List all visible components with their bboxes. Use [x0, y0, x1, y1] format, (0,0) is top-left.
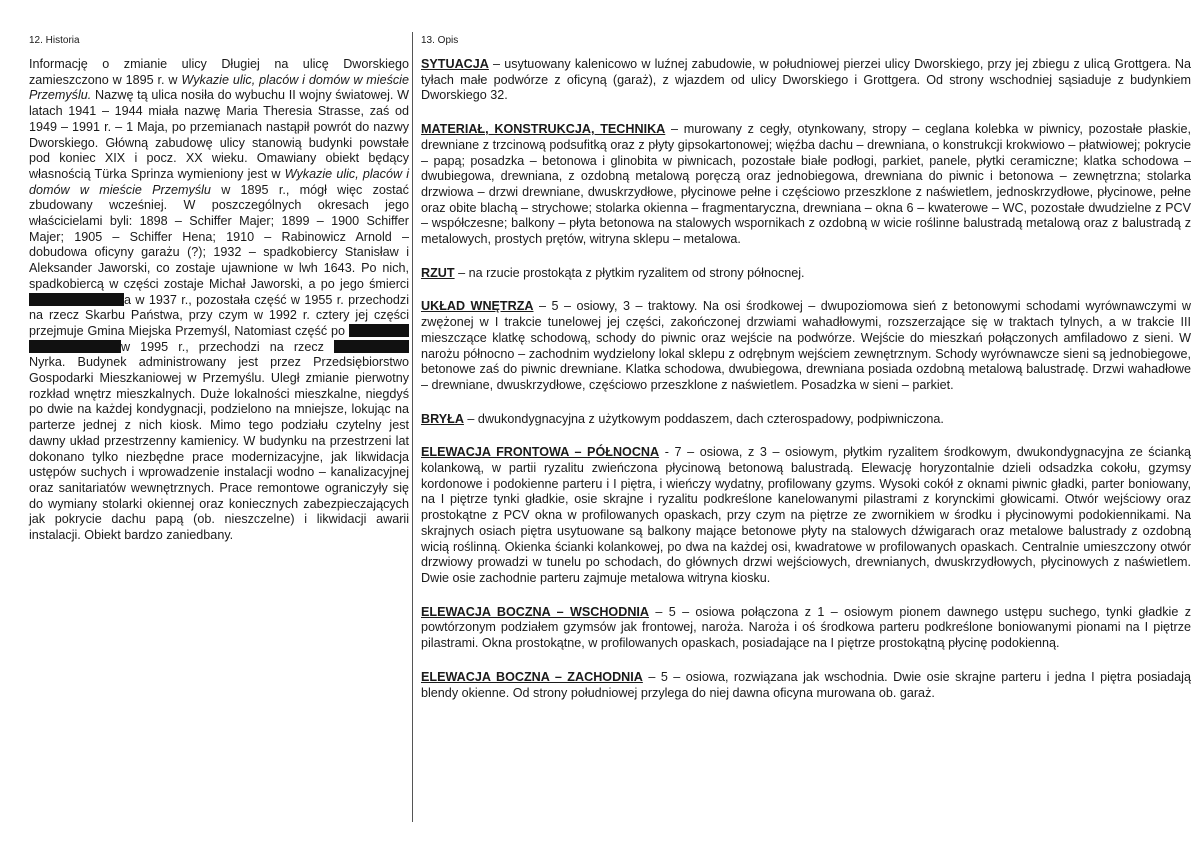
- section-text: – 5 – osiowy, 3 – traktowy. Na osi środkowej – dwupoziomowa sień z betonowymi schodami wyrównawczymi w zwężonej w I trakcie tunelowej jej części, zakończonej drzwiami wahadłowymi, rozszerzające się w traktach tylnych, a w trakcie III mieszczące klatkę schodową, schody do piwnic oraz wejście na podwórze. Wejście do mieszkań połączonych amfiladowo z sieni. W narożu północno – zachodnim wydzielony lokal sklepu z odrębnym wejściem zewnętrznym. Schody wyrównawcze sieni są jednobiegowe, betonowe zaś do piwnic drewniane. Klatka schodowa, dwubiegowa, drewniana posiada ozdobną metalową balustradę. Drzwi wahadłowe – drewniane, dwuskrzydłowe, częściowo przeszklone z naświetlem. Posadzka w sieni – parkiet.: [421, 299, 1191, 392]
- section-title: ELEWACJA FRONTOWA – PÓŁNOCNA: [421, 445, 660, 460]
- section-text: - 7 – osiowa, z 3 – osiowym, płytkim ryzalitem środkowym, dwukondygnacyjna ze ścianką kolankową, w partii ryzalitu zwieńczona płycinową betonową balustradą. Elewację horyzontalnie dzieli odsadzka cokołu, gzymsy kordonowe i podokienne parteru i I piętra, i wieńczy wydatny, profilowany gzyms. Wysoki cokół z oknami piwnic gładki, parter boniowany, na I piętrze tynki gładkie, osie skrajne i ryzalitu podkreślone kanelowanymi pilastrami z korynckimi głowicami. Otwór wejściowy oraz prostokątne z PCV okna w profilowanych opaskach, przy czym na piętrze ze zwornikiem w środku i płycinowymi podokiennikami. Na skrajnych osiach piętra usytuowane są balkony mające betonowe płyty na stalowych dźwigarach oraz metalowe balustrady z ozdobną wicią roślinną. Okienka ścianki kolankowej, po dwa na każdej osi, kwadratowe w profilowanych opaskach. Centralnie umieszczony otwór drzwiowy prowadzi w tunelu po schodach, do głównych drzwi wejściowych, drewnianych, dwuskrzydłowych, płycinowych z naświetlem. Dwie osie zachodnie parteru zajmuje metalowa witryna kiosku.: [421, 445, 1192, 585]
- history-header: 12. Historia: [29, 35, 80, 46]
- section-text: – murowany z cegły, otynkowany, stropy – ceglana kolebka w piwnicy, pozostałe płaskie, drewniane z trzcinową podsufitką oraz z płyty gipsokartonowej; więźba dachu – drewniana, o konstrukcji krokwiowo – płatwiowej; pokrycie – papą; posadzka – betonowa i glinobita w piwnicach, pozostałe białe podłogi, parkiet, panele, płytki ceramiczne; klatka schodowa – dwubiegowa, drewniana, z ozdobną metalową poręczą oraz jednobiegowa, drewniana do piwnic i betonowa – zewnętrzna; stolarka drzwiowa – drzwi drewniane, dwuskrzydłowe, płycinowe pełne i częściowo przeszklone z naświetlem, jednoskrzydłowe, płycinowe, pełne oraz obite blachą – strychowe; stolarka okienna – fragmentaryczna, drewniana – okna 6 – kwaterowe – WC, pozostałe dwudzielne z PCV – współczesne; balkony – płyta betonowa na stalowych wspornikach z ozdobną w wicie roślinne balustradą metalową oraz z balustradą z metalowych, prostych prętów, witryna sklepu – metalowa.: [421, 122, 1192, 247]
- section-title: RZUT: [421, 265, 455, 280]
- redaction-bar: [349, 324, 409, 337]
- section-west-elevation: [421, 670, 1191, 701]
- section-text: – usytuowany kalenicowo w luźnej zabudowie, w południowej pierzei ulicy Dworskiego, przy jej zbiegu z ulicą Grottgera. Na tyłach małe podwórze z oficyną (garaż), z wjazdem od ulicy Dworskiego i Grottgera. Od strony wschodniej sąsiaduje z budynkiem Dworskiego 32.: [421, 57, 1191, 103]
- history-column: [29, 34, 409, 544]
- redaction-bar: [29, 293, 124, 306]
- section-plan: [421, 266, 1191, 282]
- section-interior: [421, 299, 1191, 393]
- section-title: ELEWACJA BOCZNA – ZACHODNIA: [421, 669, 643, 684]
- section-title: ELEWACJA BOCZNA – WSCHODNIA: [421, 604, 650, 619]
- section-text: – 5 – osiowa, rozwiązana jak wschodnia. Dwie osie skrajne parteru i jedna I piętra posiadają blendy okienne. Od strony południowej przylega do niej dawna oficyna murowana ob. garaż.: [421, 669, 1191, 700]
- section-title: UKŁAD WNĘTRZA: [421, 299, 534, 314]
- section-massing: [421, 412, 1191, 428]
- column-divider: [412, 32, 413, 822]
- section-east-elevation: [421, 605, 1191, 652]
- section-text: – na rzucie prostokąta z płytkim ryzalitem od strony północnej.: [454, 265, 805, 280]
- redaction-bar: [29, 340, 121, 353]
- section-situation: [421, 57, 1191, 104]
- section-material: [421, 122, 1191, 248]
- section-text: – dwukondygnacyjna z użytkowym poddaszem, dach czterospadowy, podpiwniczona.: [463, 411, 944, 426]
- description-header: 13. Opis: [421, 35, 459, 46]
- section-title: BRYŁA: [421, 411, 464, 426]
- section-title: MATERIAŁ, KONSTRUKCJA, TECHNIKA: [421, 122, 666, 137]
- section-title: SYTUACJA: [421, 57, 489, 71]
- history-text: Informację o zmianie ulicy Długiej na ulicę Dworskiego zamieszczono w 1895 r. w Wykazie ulic, placów i domów w mieście Przemyślu. Nazwę tą ulica nosiła do wybuchu II wojny światowej. W latach 1941 – 1944 miała nazwę Maria Theresia Strasse, zaś od 1949 – 1991 r. – 1 Maja, po przemianach nastąpił powrót do nazwy Dworskiego. Główną zabudowę ulicy stanowią budynki powstałe pod koniec XIX i pocz. XX wieku. Omawiany obiekt będący własnością Türka Sprinza wymieniony jest w Wykazie ulic, placów i domów w mieście Przemyślu w 1895 r., mógł więc zostać zbudowany wcześniej. W poszczególnych okresach jego właścicielami byli: 1898 – Schiffer Majer; 1899 – 1900 Schiffer Majer; 1905 – Schiffer Hena; 1910 – Rabinowicz Arnold – dobudowa oficyny garażu (?); 1932 – spadkobiercy Stanisław i Aleksander Jaworski, co zostaje ujawnione w lwh 1643. Po nich, spadkobiercą w części zostaje Michał Jaworski, a po jego śmierci a w 1937 r., pozostała część w 1955 r. przechodzi na rzecz Skarbu Państwa, przy czym w 1992 r. cztery jej części przejmuje Gmina Miejska Przemyśl, Natomiast część po w 1995 r., przechodzi na rzecz Nyrka. Budynek administrowany jest przez Przedsiębiorstwo Gospodarki Mieszkaniowej w Przemyślu. Uległ zmianie pierwotny rozkład wnętrz mieszkalnych. Duże lokalności mieszkalne, niegdyś po dwie na każdej kondygnacji, podzielono na mniejsze, lokując na parterze jednej z nich kiosk. Mimo tego podziału czytelny jest dawny układ przestrzenny kamienicy. W budynku na przestrzeni lat dokonano tylko niezbędne prace modernizacyjne, jak likwidacja ustępów suchych i wprowadzenie instalacji wodno – kanalizacyjnej oraz sanitariatów wewnętrznych. Prace remontowe ograniczyły się do wymiany stolarki okiennej oraz koniecznych zabezpieczających jak pokrycie dachu papą (ob. nieszczelne) i likwidacji awarii instalacji. Obiekt bardzo zaniedbany.: [29, 57, 409, 543]
- description-column: [421, 34, 1191, 719]
- section-text: – 5 – osiowa połączona z 1 – osiowym pionem dawnego ustępu suchego, tynki gładkie z powtórzonym podziałem gzymsów jak frontowej, naroża. Naroża i oś środkowa parteru podkreślone boniowanymi pionami na I piętrze pilastrami. Okna prostokątne, w profilowanych opaskach, posiadające na I piętrze prostokątną płycinę podokienną.: [421, 604, 1191, 651]
- section-front-elevation: [421, 445, 1191, 586]
- redaction-bar: [334, 340, 409, 353]
